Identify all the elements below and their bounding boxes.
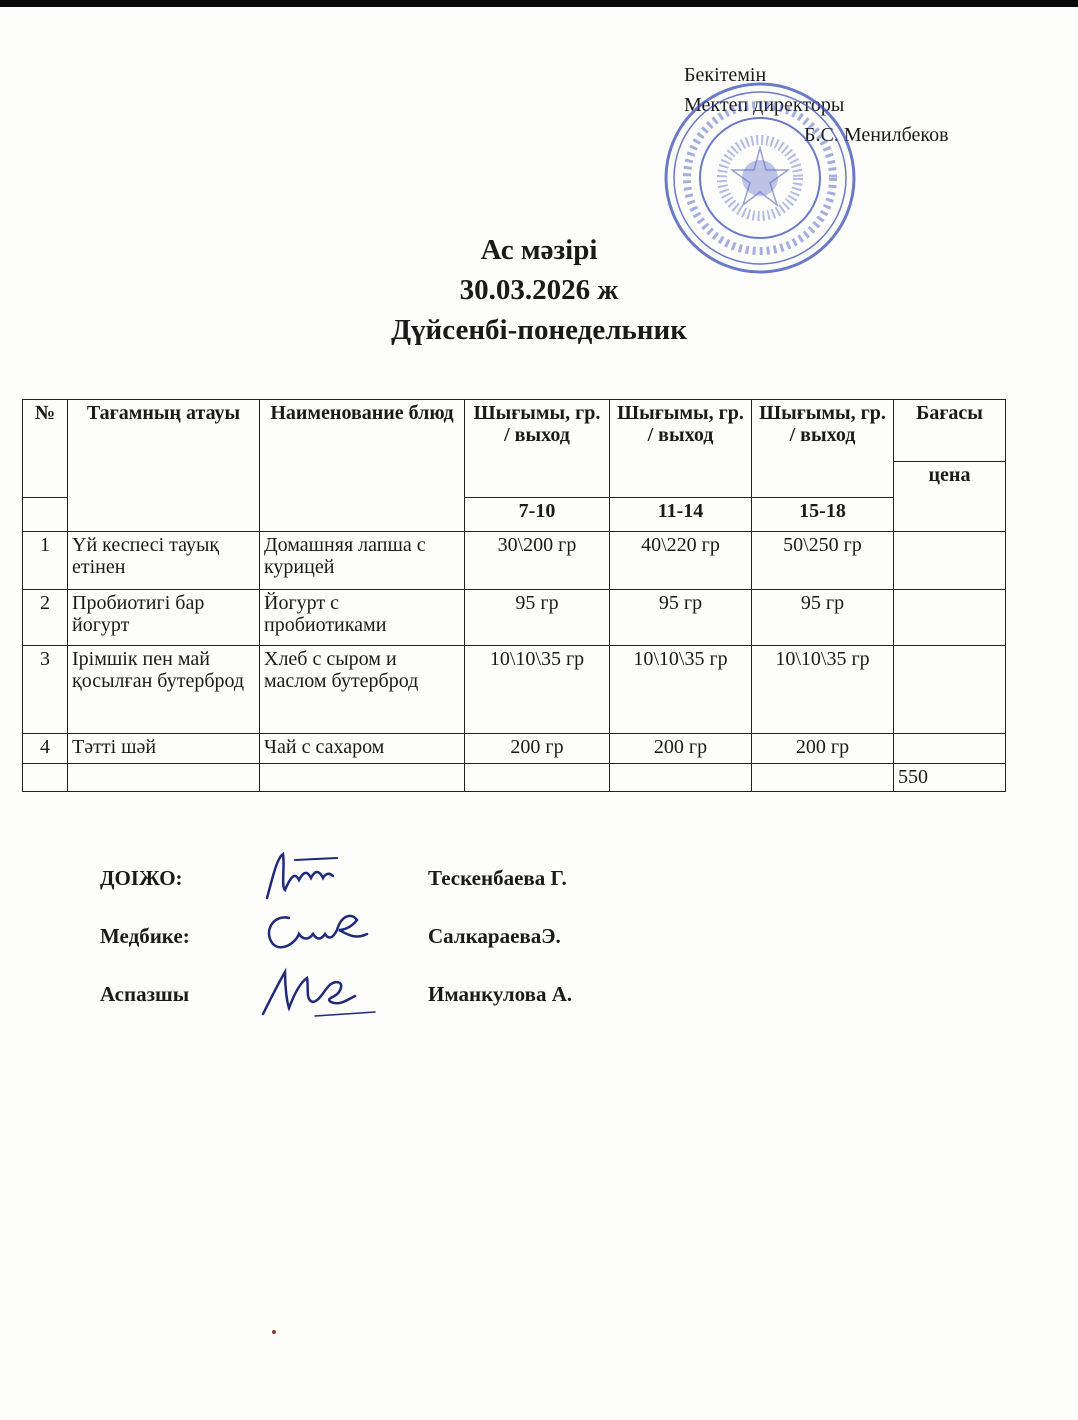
approval-line-2: Мектеп директоры [684, 94, 845, 116]
header-age-1: 7-10 [465, 498, 610, 532]
handwritten-signature-3 [255, 962, 385, 1022]
handwritten-signature-2 [255, 904, 385, 964]
header-number: № [23, 400, 68, 498]
row-name-ru: Домашняя лапша с курицей [260, 532, 465, 590]
header-name-kz: Тағамның атауы [68, 400, 260, 532]
row-yield-2: 95 гр [610, 590, 752, 646]
row-name-kz: Тәтті шәй [68, 734, 260, 764]
row-yield-1: 95 гр [465, 590, 610, 646]
row-name-kz: Пробиотигі бар йогурт [68, 590, 260, 646]
row-name-ru: Йогурт с пробиотиками [260, 590, 465, 646]
header-age-2: 11-14 [610, 498, 752, 532]
row-number: 1 [23, 532, 68, 590]
signature-row [100, 860, 700, 918]
signature-row [100, 976, 700, 1034]
row-name-kz: Үй кеспесі тауық етінен [68, 532, 260, 590]
approval-line-1: Бекітемін [684, 64, 767, 86]
row-yield-3: 10\10\35 гр [752, 646, 894, 734]
row-yield-1: 30\200 гр [465, 532, 610, 590]
signature-role: ДОІЖО: [100, 866, 183, 890]
total-empty-cell [752, 764, 894, 792]
row-name-ru: Хлеб с сыром и маслом бутерброд [260, 646, 465, 734]
row-name-kz: Ірімшік пен май қосылған бутерброд [68, 646, 260, 734]
row-price [894, 532, 1006, 590]
ink-speck [272, 1330, 276, 1334]
approval-line-3: Б.С. Менилбеков [804, 124, 949, 146]
scan-top-edge [0, 0, 1078, 7]
total-empty-cell [465, 764, 610, 792]
total-empty-cell [68, 764, 260, 792]
header-age-3: 15-18 [752, 498, 894, 532]
total-empty-cell [610, 764, 752, 792]
header-yield-3: Шығымы, гр. / выход [752, 400, 894, 498]
row-price [894, 734, 1006, 764]
signature-row [100, 918, 700, 976]
signature-block [100, 860, 700, 1034]
header-yield-2: Шығымы, гр. / выход [610, 400, 752, 498]
table-row [23, 734, 1006, 764]
header-yield-1: Шығымы, гр. / выход [465, 400, 610, 498]
row-yield-3: 50\250 гр [752, 532, 894, 590]
row-yield-2: 200 гр [610, 734, 752, 764]
row-yield-1: 200 гр [465, 734, 610, 764]
row-yield-3: 95 гр [752, 590, 894, 646]
signature-role: Медбике: [100, 924, 190, 948]
row-yield-2: 40\220 гр [610, 532, 752, 590]
table-row [23, 590, 1006, 646]
signature-name: Тескенбаева Г. [428, 866, 567, 890]
total-price: 550 [894, 764, 1006, 792]
row-yield-2: 10\10\35 гр [610, 646, 752, 734]
document-title-block [0, 230, 1078, 350]
document-date: 30.03.2026 ж [459, 274, 619, 306]
table-row [23, 646, 1006, 734]
total-empty-cell [260, 764, 465, 792]
header-price-ru: цена [894, 462, 1006, 532]
header-name-ru: Наименование блюд [260, 400, 465, 532]
total-row [23, 764, 1006, 792]
document-day: Дүйсенбі-понедельник [391, 314, 687, 346]
row-number: 3 [23, 646, 68, 734]
signature-name: Иманкулова А. [428, 982, 573, 1006]
header-price-kz: Бағасы [894, 400, 1006, 462]
document-title: Ас мәзірі [480, 234, 598, 266]
signature-role: Аспазшы [100, 982, 190, 1006]
row-number: 2 [23, 590, 68, 646]
total-empty-cell [23, 764, 68, 792]
row-price [894, 646, 1006, 734]
row-yield-3: 200 гр [752, 734, 894, 764]
row-number: 4 [23, 734, 68, 764]
table-row [23, 532, 1006, 590]
handwritten-signature-1 [255, 846, 385, 906]
menu-table [22, 399, 1006, 792]
header-number-empty [23, 498, 68, 532]
row-price [894, 590, 1006, 646]
row-yield-1: 10\10\35 гр [465, 646, 610, 734]
signature-name: СалкараеваЭ. [428, 924, 561, 948]
row-name-ru: Чай с сахаром [260, 734, 465, 764]
